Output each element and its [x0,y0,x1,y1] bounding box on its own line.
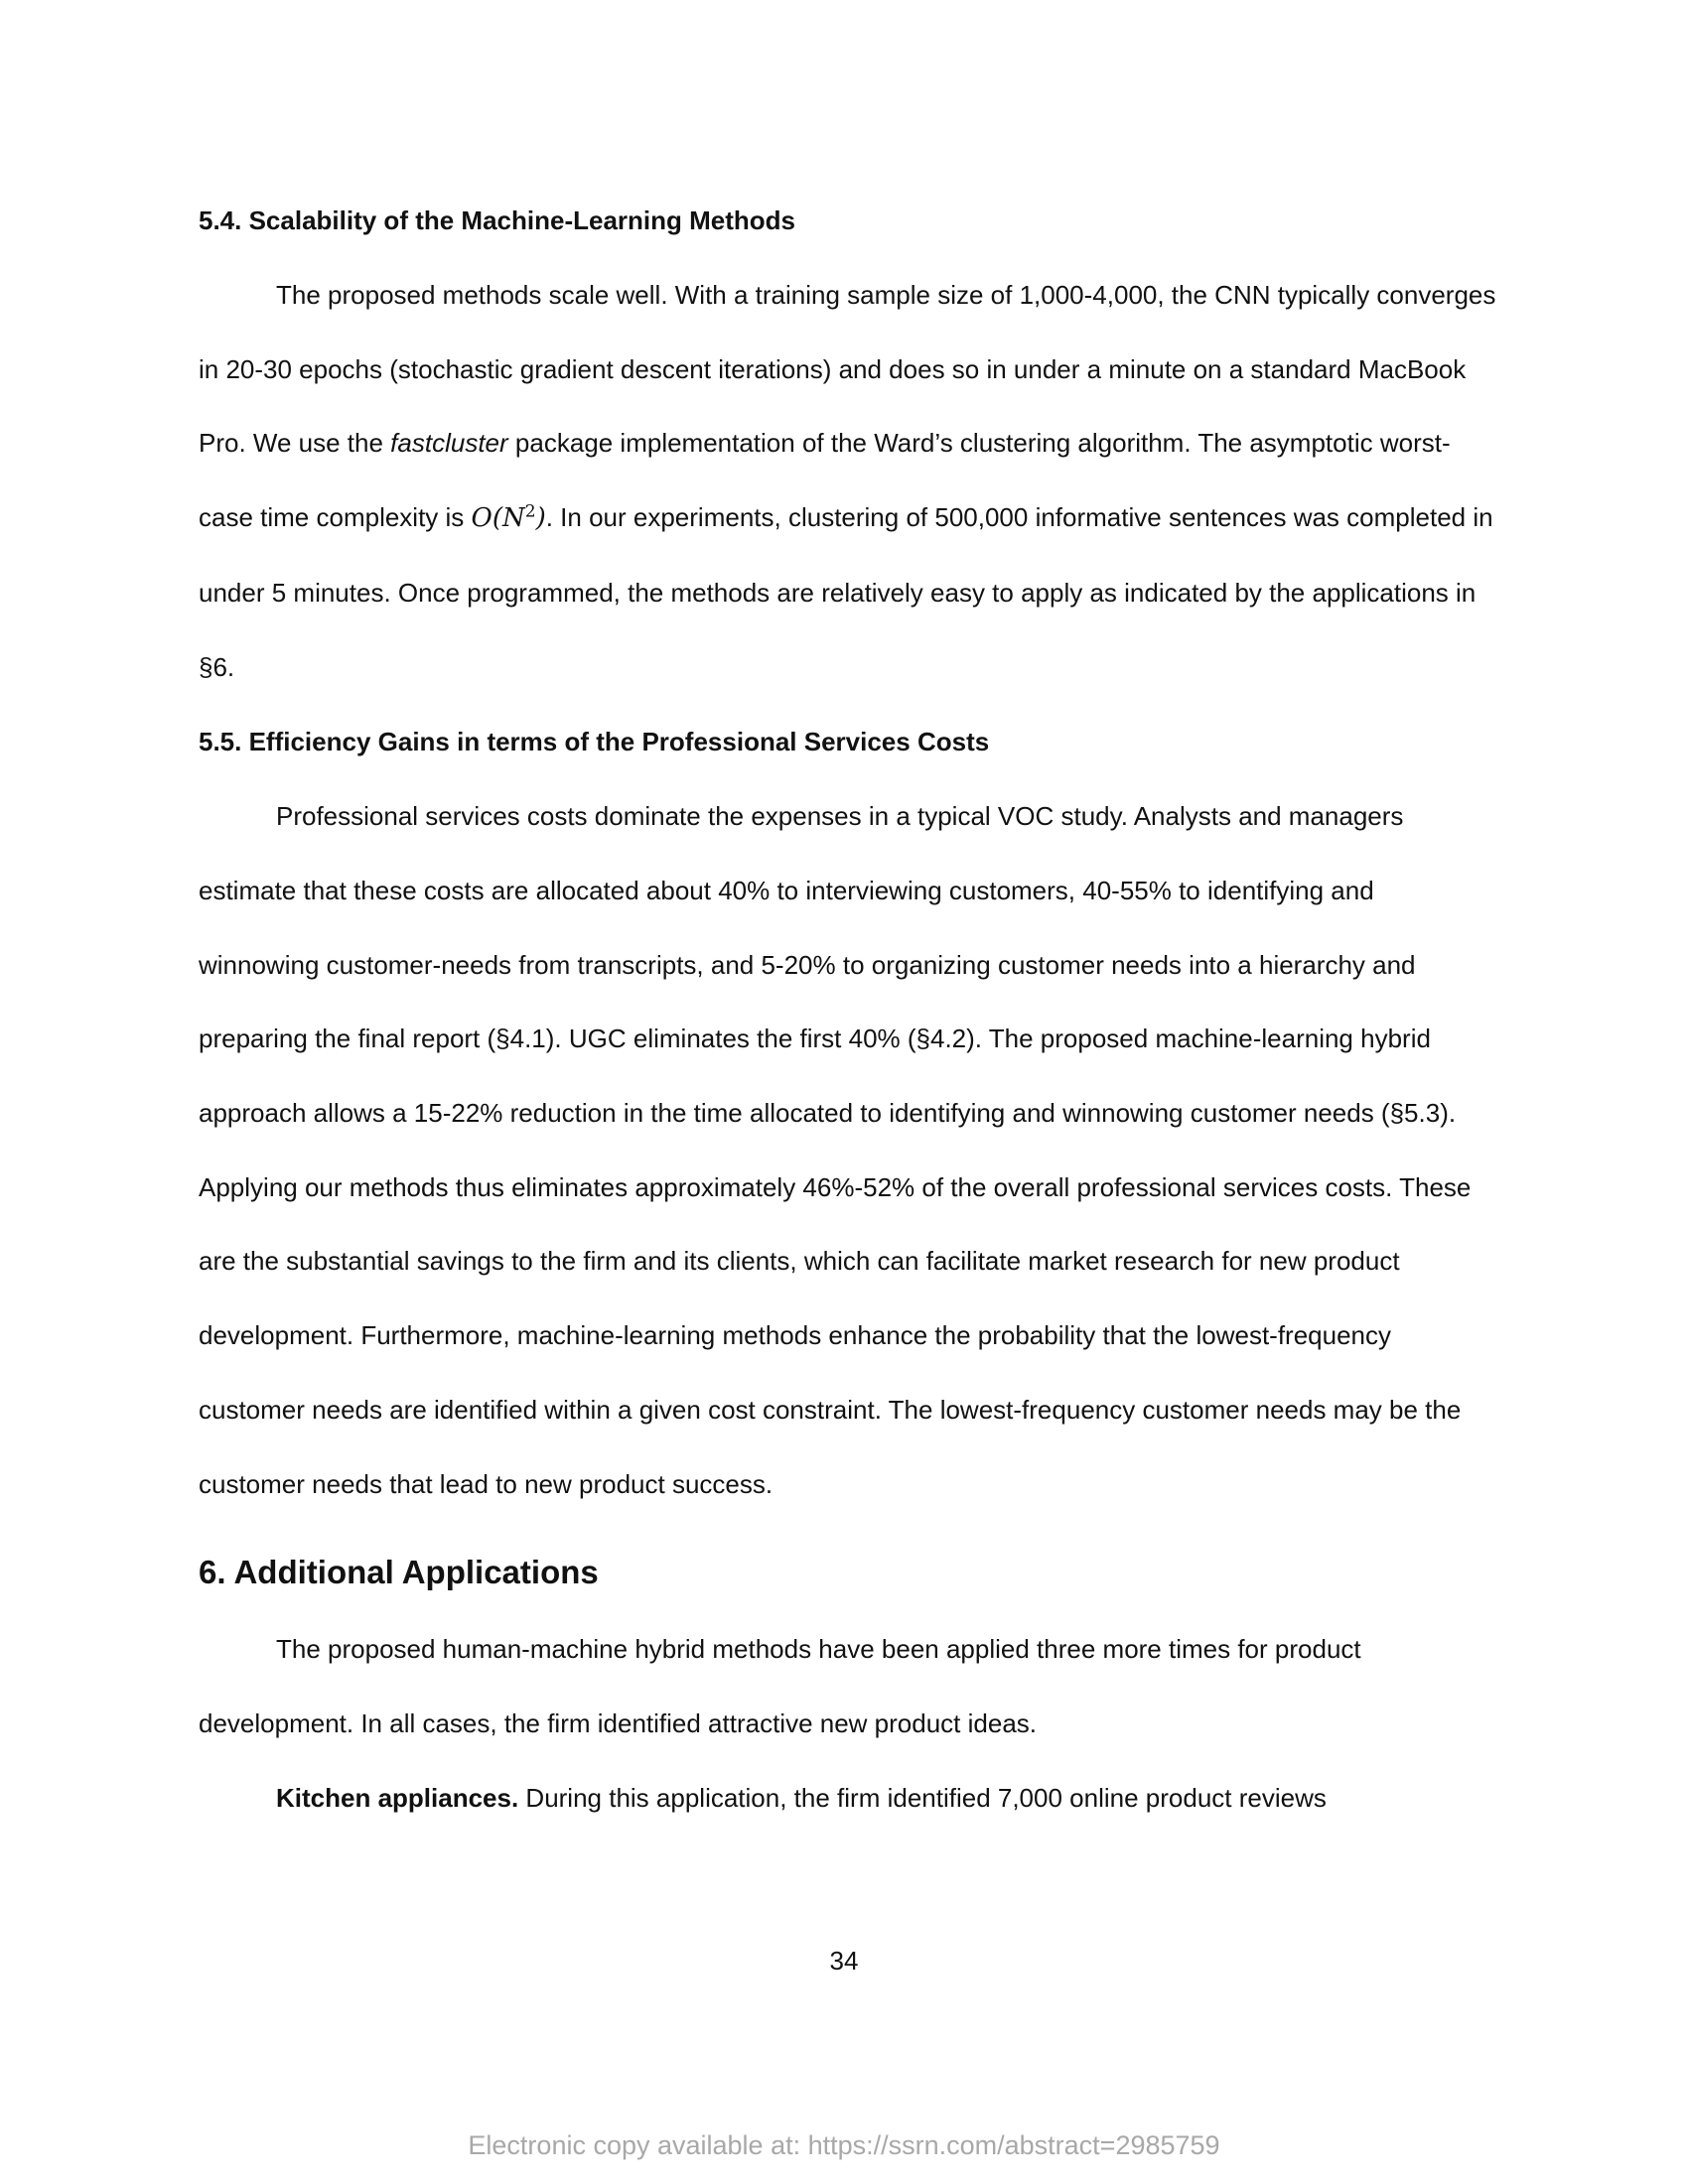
kitchen-appliances-paragraph [199,1761,1499,1836]
ssrn-footer: Electronic copy available at: https://ssrn.com/abstract=2985759 [468,2130,1220,2160]
page-body [199,195,1499,1835]
paragraph-text: package implementation of the Ward’s clustering algorithm. The asymptotic worst-case time complexity is [199,428,1451,533]
page-number: 34 [829,1946,859,1976]
section-6-paragraph: The proposed human-machine hybrid methods have been applied three more times for product development. In all cases, the firm identified attractive new product ideas. [199,1634,1361,1738]
section-5-5-paragraph: Professional services costs dominate the expenses in a typical VOC study. Analysts and managers estimate that these costs are allocated about 40% to interviewing customers, 40-55% to identifying and winnowing customer-needs from transcripts, and 5-20% to organizing customer needs into a hierarchy and preparing the final report (§4.1). UGC eliminates the first 40% (§4.2). The proposed machine-learning hybrid approach allows a 15-22% reduction in the time allocated to identifying and winnowing customer needs (§5.3). Applying our methods thus eliminates approximately 46%-52% of the overall professional services costs. These are the substantial savings to the firm and its clients, which can facilitate market research for new product development. Furthermore, machine-learning methods enhance the probability that the lowest-frequency customer needs are identified within a given cost constraint. The lowest-frequency customer needs may be the customer needs that lead to new product success. [199,801,1472,1499]
formula-exponent: 2 [524,501,536,522]
section-5-4-heading: 5.4. Scalability of the Machine-Learning Methods [199,205,795,235]
paragraph-text: . In our experiments, clustering of 500,000 informative sentences was completed in under 5 minutes. Once programmed, the methods are relatively easy to apply as indicated by the applications in §6. [199,502,1493,682]
package-name: fastcluster [390,428,508,459]
paragraph-text: During this application, the firm identified 7,000 online product reviews [518,1782,1327,1813]
section-5-4-paragraph [199,258,1499,704]
section-6-heading: 6. Additional Applications [199,1554,599,1591]
complexity-formula: $O(N^2)$ [471,501,546,534]
paragraph-text: The proposed methods scale well. With a training sample size of 1,000-4,000, the CNN typically converges in 20-30 epochs (stochastic gradient descent iterations) and does so in under a minute on a standard MacBook Pro. We use the [199,280,1496,459]
section-5-5-heading: 5.5. Efficiency Gains in terms of the Professional Services Costs [199,727,990,757]
kitchen-appliances-lead: Kitchen appliances. [276,1782,519,1813]
